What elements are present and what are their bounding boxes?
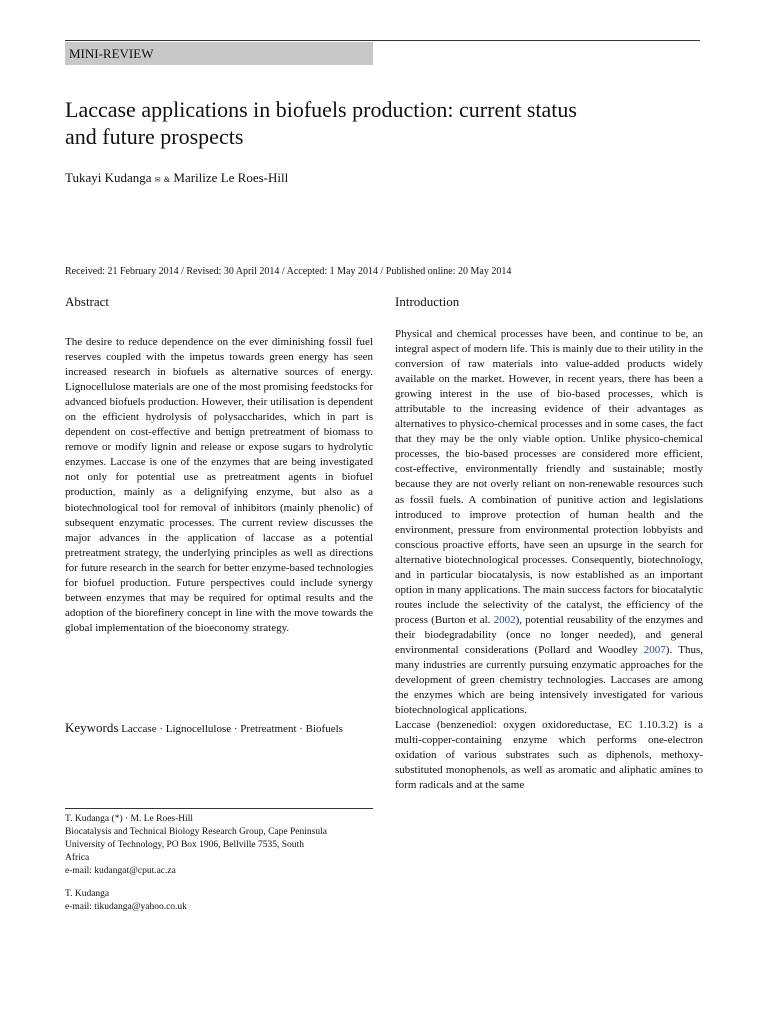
- aff-line-4: Africa: [65, 853, 90, 863]
- aff2-name: T. Kudanga: [65, 889, 110, 899]
- title-line-2: and future prospects: [65, 124, 244, 149]
- intro-text-c: ). Thus, many industries are currently pursuing enzymatic approaches for the development of green chemistry technologies. Laccases are among the enzymes which are being intensively investigated for various biotechnological applications.: [395, 643, 703, 717]
- author-2[interactable]: Marilize Le Roes-Hill: [173, 170, 289, 185]
- envelope-icon[interactable]: ✉: [154, 176, 161, 184]
- top-rule: [65, 40, 700, 41]
- article-title: [65, 96, 685, 150]
- affiliations: [65, 813, 375, 914]
- publication-dates: Received: 21 February 2014 / Revised: 30 April 2014 / Accepted: 1 May 2014 / Published online: 20 May 2014: [65, 266, 512, 277]
- abstract-text: The desire to reduce dependence on the ever diminishing fossil fuel reserves coupled with the impetus towards green energy has seen increased research in biofuels as alternative sources of energy. Lignocellulose materials are one of the most promising feedstocks for advanced biofuels production. However, their utilisation is dependent on the efficient hydrolysis of polysaccharides, which in part is dependent on cost-effective and benign pretreatment of biomass to remove or modify lignin and release or expose sugars to hydrolytic enzymes. Laccase is one of the enzymes that are being investigated not only for potential use as pretreatment agents in biofuel production, mainly as a delignifying enzyme, but also as a biotechnological tool for removal of inhibitors (mainly phenolic) of subsequent enzymatic processes. The current review discusses the major advances in the application of laccase as a potential pretreatment strategy, the underlying principles as well as directions for future research in the search for better enzyme-based technologies for biofuel production. Future perspectives could include synergy between enzymes that may be required for optimal results and the adoption of the biorefinery concept in line with the move towards the global implementation of the bioeconomy strategy.: [65, 336, 373, 634]
- aff-author-2: ) · M. Le Roes-Hill: [119, 814, 194, 824]
- introduction-heading: Introduction: [395, 294, 460, 309]
- keywords-label: Keywords: [65, 720, 119, 735]
- citation-link-2002[interactable]: 2002: [493, 613, 516, 626]
- affiliation-rule: [65, 808, 373, 809]
- author-1[interactable]: Tukayi Kudanga: [65, 170, 152, 185]
- abstract: [65, 335, 373, 636]
- section-tag: MINI-REVIEW: [65, 42, 373, 65]
- author-separator: &: [163, 175, 171, 184]
- title-line-1: Laccase applications in biofuels production: current status: [65, 97, 577, 122]
- intro-text-a: Physical and chemical processes have been, and continue to be, an integral aspect of modern life. This is mainly due to their utility in the conversion of raw materials into value-added products widely available on the market. However, in recent years, there has been a growing interest in the use of bio-based processes, which is attributable to the increasing evidence of their advantages as alternatives to physico-chemical processes and in some cases, the fact that they may be the only viable option. Unlike physico-chemical processes, the bio-based processes are considered more efficient, cost-effective, environmentally friendly and sustainable; mostly because they are not overly reliant on non-renewable resources such as fossil fuels. A combination of punitive action and legislations introduced to improve protection of human health and the environment, pressure from environmental protection lobbyists and conscious proactive efforts, have seen an upsurge in the search for alternative biotechnological processes. Consequently, biotechnology, and in particular biocatalysis, is now established as an important option in many applications. The main success factors for biocatalytic routes include the selectivity of the catalyst, the efficiency of the process (Burton et al.: [395, 328, 703, 626]
- aff-email-2[interactable]: e-mail: tikudanga@yahoo.co.uk: [65, 902, 187, 912]
- authors: [65, 170, 288, 186]
- keywords-list: Laccase · Lignocellulose · Pretreatment · Biofuels: [121, 723, 343, 735]
- aff-email-1[interactable]: e-mail: kudangat@cput.ac.za: [65, 866, 176, 876]
- aff-line-2: Biocatalysis and Technical Biology Research Group, Cape Peninsula: [65, 827, 327, 837]
- aff-line-3: University of Technology, PO Box 1906, Bellville 7535, South: [65, 840, 304, 850]
- aff-line-1: [65, 813, 375, 826]
- corresponding-author-marker: *: [114, 814, 120, 824]
- keywords: [65, 720, 343, 736]
- intro-text-b: ), potential reusability of the enzymes and their biodegradability (once no longer needed), and general environmental considerations (Pollard and Woodley: [395, 613, 703, 656]
- aff-author-1: T. Kudanga (: [65, 814, 115, 824]
- intro-paragraph-1: [395, 327, 703, 718]
- citation-link-2007[interactable]: 2007: [643, 643, 666, 656]
- abstract-heading: Abstract: [65, 294, 110, 309]
- intro-paragraph-2: Laccase (benzenediol: oxygen oxidoreductase, EC 1.10.3.2) is a multi-copper-containing enzyme which performs one-electron oxidation of various substrates such as diphenols, methoxy-substituted monophenols, as well as aromatic and aliphatic amines to form radicals and at the same: [395, 719, 703, 792]
- introduction: [395, 327, 703, 793]
